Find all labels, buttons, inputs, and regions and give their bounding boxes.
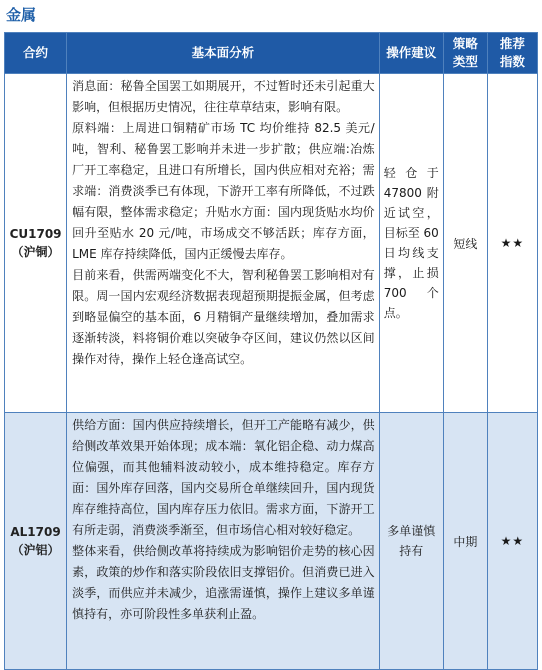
table-row-cu <box>5 74 538 413</box>
futures-analysis-table <box>4 32 538 670</box>
header-recommend-line1: 推荐 <box>499 36 525 51</box>
contract-name: （沪铝） <box>11 543 60 557</box>
table-header-row <box>5 33 538 74</box>
strategy-type-cell: 短线 <box>443 74 487 413</box>
strategy-type-cell: 中期 <box>443 413 487 670</box>
analysis-cell <box>67 413 380 670</box>
suggestion-cell: 轻仓于 47800 附近试空，目标至 60 日均线支撑，止损 700 个点。 <box>379 74 443 413</box>
section-title: 金属 <box>6 6 37 24</box>
contract-cell <box>5 413 67 670</box>
analysis-paragraph: 目前来看，供需两端变化不大，智利秘鲁罢工影响相对有限。周一国内宏观经济数据表现超预期提振金属，但考虑到略显偏空的基本面，6 月精铜产量继续增加，叠加需求逐渐转淡，料将铜价难以突破争夺区间，建议仍然以区间操作对待，操作上轻仓逢高试空。 <box>72 268 375 366</box>
header-strategy-type-line1: 策略 <box>452 36 478 51</box>
contract-cell <box>5 74 67 413</box>
header-suggestion: 操作建议 <box>379 33 443 74</box>
analysis-paragraph: 供给方面：国内供应持续增长，但开工产能略有减少，供给侧改革效果开始体现；成本端：氧化铝企稳、动力煤高位偏强，而其他辅料波动较小，成本维持稳定。库存方面：国外库存回落，国内交易所仓单继续回升，国内现货库存维持高位，国内库存压力依旧。需求方面，下游开工有所走弱，消费淡季渐至，但市场信心相对较好稳定。 <box>72 418 375 537</box>
header-analysis: 基本面分析 <box>67 33 380 74</box>
contract-code: AL1709 <box>10 525 61 539</box>
recommend-stars: ★★ <box>487 413 537 670</box>
analysis-paragraph: 消息面：秘鲁全国罢工如期展开，不过暂时还未引起重大影响，但根据历史情况，往往草草结束，影响有限。 <box>72 79 375 114</box>
table-row-al <box>5 413 538 670</box>
contract-code: CU1709 <box>9 227 62 241</box>
contract-name: （沪铜） <box>11 245 60 259</box>
suggestion-cell: 多单谨慎持有 <box>379 413 443 670</box>
header-strategy-type-line2: 类型 <box>452 54 478 69</box>
header-recommend-index <box>487 33 537 74</box>
analysis-paragraph: 整体来看，供给侧改革将持续成为影响铝价走势的核心因素，政策的炒作和落实阶段依旧支撑铝价。但消费已进入淡季，而供应并未减少，追涨需谨慎，操作上建议多单谨慎持有，亦可阶段性多单获利止盈。 <box>72 544 375 621</box>
analysis-cell <box>67 74 380 413</box>
analysis-paragraph: 原料端：上周进口铜精矿市场 TC 均价维持 82.5 美元/吨，智利、秘鲁罢工影响并未进一步扩散；供应端:冶炼厂开工率稳定，且进口有所增长，国内供应相对充裕；需求端：消费淡季已有体现，下游开工率有所降低，不过跌幅有限，整体需求稳定；升贴水方面：国内现货贴水均价回升至贴水 20 元/吨，市场成交不够活跃；库存方面，LME 库存持续降低，国内正缓慢去库存。 <box>72 121 375 261</box>
header-strategy-type <box>443 33 487 74</box>
header-contract: 合约 <box>5 33 67 74</box>
recommend-stars: ★★ <box>487 74 537 413</box>
header-recommend-line2: 指数 <box>499 54 525 69</box>
